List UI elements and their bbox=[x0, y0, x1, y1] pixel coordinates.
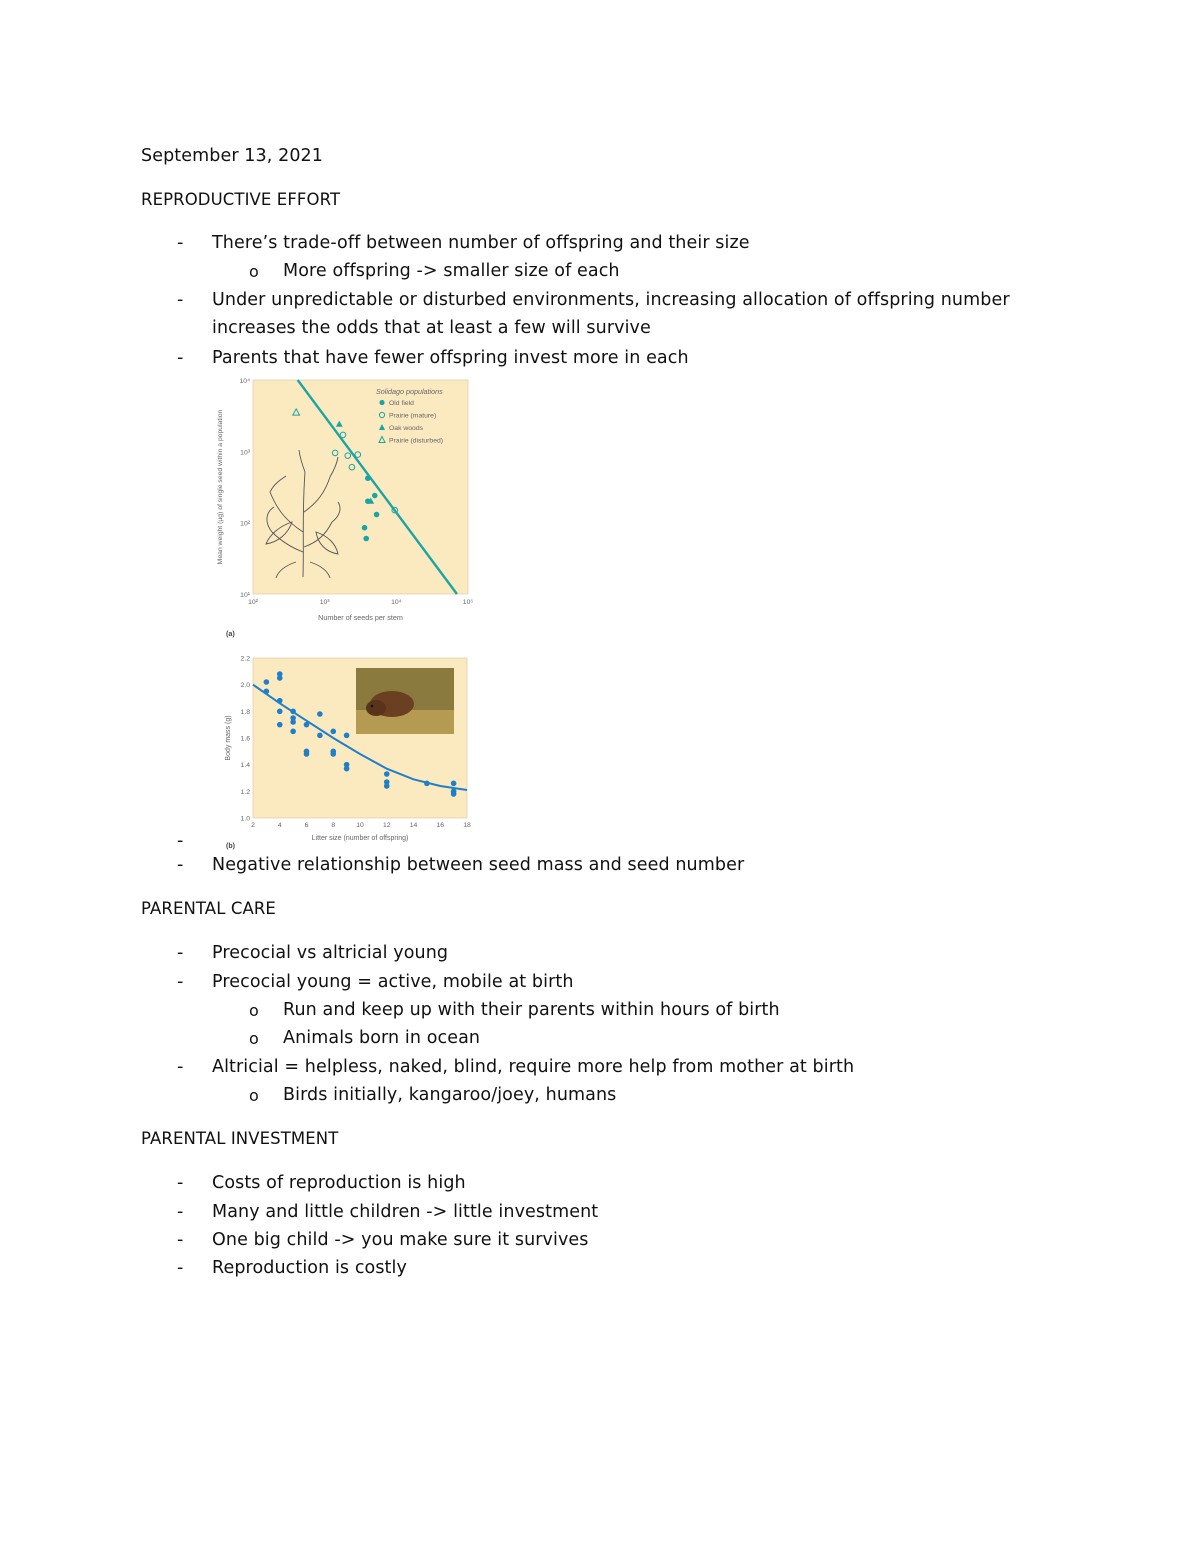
dash-marker: - bbox=[177, 1173, 184, 1193]
panel-label-b: (b) bbox=[226, 843, 235, 850]
bullet-many-little-children: Many and little children -> little investment bbox=[212, 1202, 599, 1222]
y-tick-label: 2.2 bbox=[240, 655, 250, 663]
bullet-one-big-child: One big child -> you make sure it survives bbox=[212, 1230, 589, 1250]
legend-label: Old field bbox=[389, 400, 414, 407]
sub-bullet-more-offspring: More offspring -> smaller size of each bbox=[283, 261, 620, 281]
data-point bbox=[317, 733, 323, 739]
dash-marker: - bbox=[177, 1230, 184, 1250]
dash-marker-empty: - bbox=[177, 831, 184, 851]
heading-parental-care: PARENTAL CARE bbox=[141, 899, 276, 918]
dash-marker: - bbox=[177, 1202, 184, 1222]
data-point bbox=[330, 751, 336, 757]
data-point bbox=[277, 671, 283, 677]
bullet-unpredictable-env: Under unpredictable or disturbed environments, increasing allocation of offspring number bbox=[212, 290, 1010, 310]
dash-marker: - bbox=[177, 855, 184, 875]
data-point bbox=[264, 689, 270, 695]
legend-label: Oak woods bbox=[389, 425, 424, 432]
y-tick-label: 1.0 bbox=[240, 815, 250, 823]
y-tick-label: 1.4 bbox=[240, 762, 250, 770]
data-point bbox=[277, 722, 283, 728]
data-point bbox=[344, 766, 350, 772]
y-tick-label: 10¹ bbox=[240, 592, 250, 599]
bullet-precocial-young: Precocial young = active, mobile at birth bbox=[212, 972, 574, 992]
data-point bbox=[277, 709, 283, 715]
bullet-tradeoff: There’s trade-off between number of offspring and their size bbox=[212, 233, 750, 253]
y-axis-label: Mean weight (µg) of single seed within a population bbox=[217, 409, 224, 565]
y-tick-label: 10⁴ bbox=[239, 378, 250, 385]
sub-bullet-marker: o bbox=[249, 1086, 259, 1105]
data-point-old-field bbox=[374, 512, 380, 518]
figure-b-litter-scatter bbox=[200, 648, 490, 857]
x-tick-label: 6 bbox=[304, 822, 309, 829]
bullet-fewer-offspring: Parents that have fewer offspring invest more in each bbox=[212, 348, 689, 368]
x-axis-label: Litter size (number of offspring) bbox=[311, 835, 409, 842]
data-point bbox=[384, 783, 390, 789]
x-axis-label: Number of seeds per stem bbox=[318, 613, 403, 622]
dash-marker: - bbox=[177, 943, 184, 963]
legend-title: Solidago populations bbox=[376, 387, 443, 396]
data-point bbox=[304, 722, 310, 728]
sub-bullet-born-in-ocean: Animals born in ocean bbox=[283, 1028, 481, 1048]
sub-bullet-birds-kangaroo: Birds initially, kangaroo/joey, humans bbox=[283, 1085, 617, 1105]
x-tick-label: 10 bbox=[356, 822, 364, 829]
bullet-reproduction-costly: Reproduction is costly bbox=[212, 1258, 407, 1278]
dash-marker: - bbox=[177, 290, 184, 310]
bullet-costs-high: Costs of reproduction is high bbox=[212, 1173, 466, 1193]
vole-photo-head bbox=[366, 700, 386, 716]
data-point-old-field bbox=[363, 536, 369, 542]
x-tick-label: 8 bbox=[331, 822, 336, 829]
x-tick-label: 10⁵ bbox=[462, 599, 474, 606]
dash-marker: - bbox=[177, 1258, 184, 1278]
chart-b-svg bbox=[200, 648, 490, 853]
dash-marker: - bbox=[177, 972, 184, 992]
y-tick-label: 1.8 bbox=[240, 708, 250, 716]
panel-label-a: (a) bbox=[226, 629, 235, 638]
data-point bbox=[451, 791, 457, 797]
data-point bbox=[290, 709, 296, 715]
y-tick-label: 1.6 bbox=[240, 735, 250, 743]
data-point bbox=[451, 781, 457, 787]
bullet-negative-relationship: Negative relationship between seed mass and seed number bbox=[212, 855, 745, 875]
dash-marker: - bbox=[177, 348, 184, 368]
x-tick-label: 14 bbox=[409, 822, 418, 829]
data-point bbox=[344, 733, 350, 739]
bullet-unpredictable-env-cont: increases the odds that at least a few will survive bbox=[212, 318, 651, 338]
data-point bbox=[290, 719, 296, 725]
data-point bbox=[384, 771, 390, 777]
sub-bullet-run-keep-up: Run and keep up with their parents within hours of birth bbox=[283, 1000, 780, 1020]
legend-label: Prairie (disturbed) bbox=[389, 437, 444, 445]
dash-marker: - bbox=[177, 233, 184, 253]
heading-parental-investment: PARENTAL INVESTMENT bbox=[141, 1129, 339, 1148]
y-tick-label: 10² bbox=[240, 520, 250, 528]
data-point bbox=[290, 729, 296, 735]
data-point bbox=[317, 711, 323, 717]
x-tick-label: 10² bbox=[248, 599, 258, 606]
y-tick-label: 2.0 bbox=[240, 682, 250, 690]
y-axis-label: Body mass (g) bbox=[225, 715, 232, 761]
document-date: September 13, 2021 bbox=[141, 146, 324, 166]
data-point bbox=[424, 781, 430, 787]
chart-a-svg bbox=[200, 372, 490, 642]
figure-a-seed-scatter bbox=[200, 372, 490, 646]
x-tick-label: 2 bbox=[251, 822, 255, 829]
data-point-old-field bbox=[365, 475, 371, 481]
sub-bullet-marker: o bbox=[249, 262, 259, 281]
data-point-old-field bbox=[372, 493, 378, 499]
legend-label: Prairie (mature) bbox=[389, 412, 437, 420]
dash-marker: - bbox=[177, 1057, 184, 1077]
x-tick-label: 18 bbox=[463, 822, 471, 829]
vole-photo-eye bbox=[371, 705, 374, 708]
sub-bullet-marker: o bbox=[249, 1029, 259, 1048]
data-point-old-field bbox=[362, 525, 368, 531]
data-point bbox=[264, 679, 270, 685]
y-tick-label: 1.2 bbox=[240, 788, 250, 796]
data-point bbox=[304, 751, 310, 757]
bullet-altricial: Altricial = helpless, naked, blind, require more help from mother at birth bbox=[212, 1057, 855, 1077]
x-tick-label: 4 bbox=[277, 822, 282, 829]
bullet-precocial-vs-altricial: Precocial vs altricial young bbox=[212, 943, 449, 963]
sub-bullet-marker: o bbox=[249, 1001, 259, 1020]
x-tick-label: 10⁴ bbox=[391, 599, 402, 606]
x-tick-label: 16 bbox=[436, 822, 445, 829]
y-tick-label: 10³ bbox=[240, 449, 250, 457]
heading-reproductive-effort: REPRODUCTIVE EFFORT bbox=[141, 190, 341, 209]
data-point bbox=[277, 698, 283, 704]
x-tick-label: 12 bbox=[382, 822, 391, 829]
x-tick-label: 10³ bbox=[319, 599, 330, 606]
legend-marker-old-field bbox=[379, 400, 384, 405]
data-point bbox=[330, 729, 336, 735]
